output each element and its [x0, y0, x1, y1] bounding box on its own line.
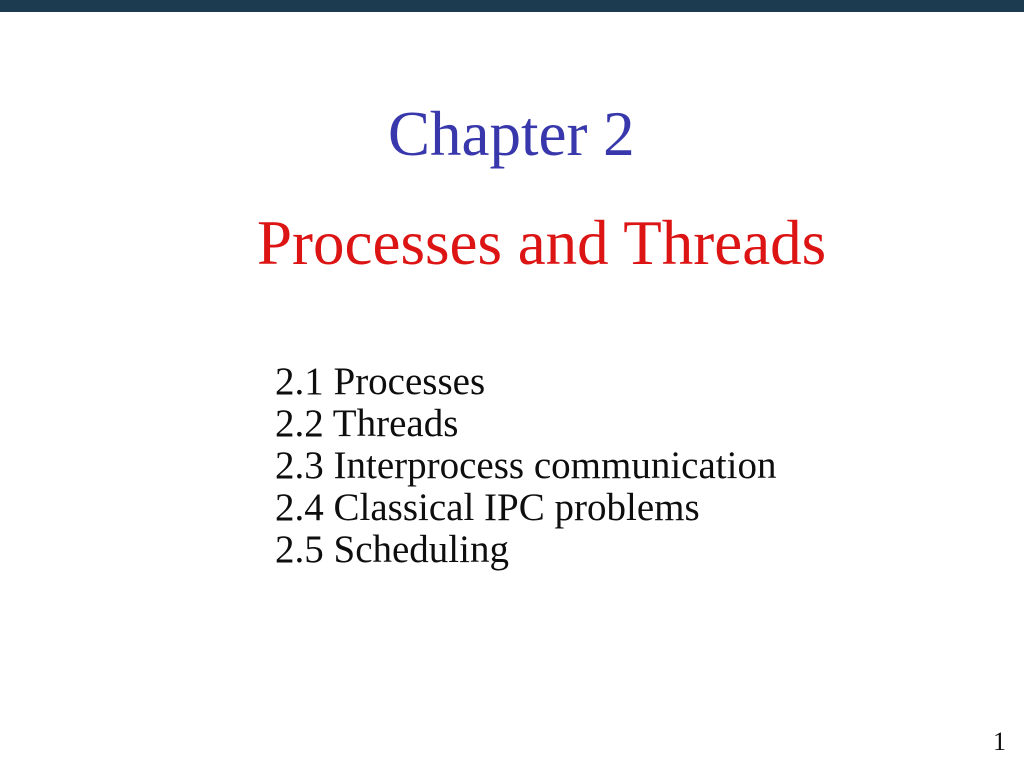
page-number: 1	[993, 727, 1006, 756]
chapter-title: Chapter 2	[388, 99, 635, 169]
outline-item-scheduling: 2.5 Scheduling	[275, 528, 509, 571]
outline-item-interprocess-communication: 2.3 Interprocess communication	[275, 444, 777, 487]
outline-item-processes: 2.1 Processes	[275, 360, 486, 403]
outline-list	[275, 361, 776, 571]
outline-item-classical-ipc-problems: 2.4 Classical IPC problems	[275, 486, 700, 529]
top-edge-bar	[0, 0, 1024, 12]
outline-item-threads: 2.2 Threads	[275, 402, 459, 445]
slide-subtitle: Processes and Threads	[257, 208, 827, 278]
